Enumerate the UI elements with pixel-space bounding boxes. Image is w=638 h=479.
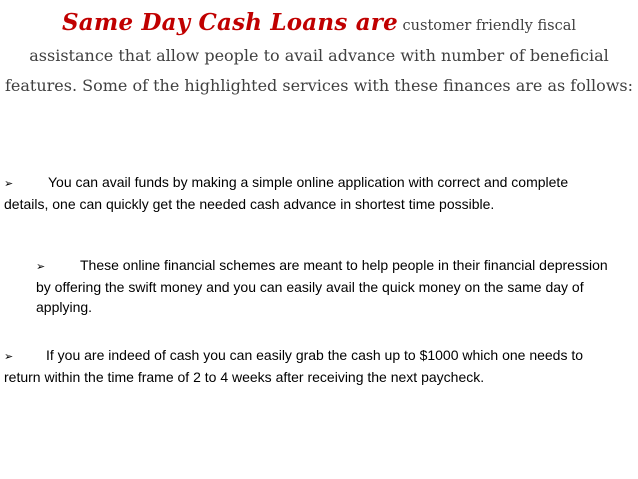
arrow-bullet-icon: ➢	[36, 260, 46, 273]
bullet-text-1: You can avail funds by making a simple online application with correct and complete details, one can quickly get the needed cash advance in shortest time possible.	[4, 174, 569, 212]
bullet-text-3: If you are indeed of cash you can easily grab the cash up to $1000 which one needs to return within the time frame of 2 to 4 weeks after receiving the next paycheck.	[4, 347, 584, 385]
bullet-text-2: These online financial schemes are meant to help people in their financial depression by offering the swift money and you can easily avail the quick money on the same day of applying.	[36, 257, 608, 315]
arrow-bullet-icon: ➢	[4, 177, 14, 190]
bullet-item-2	[36, 255, 611, 317]
intro-line-3: features. Some of the highlighted services with these finances are as follows:	[4, 76, 634, 95]
intro-paragraph	[0, 8, 638, 101]
bullet-item-3	[4, 345, 596, 387]
page-heading: Same Day Cash Loans are	[62, 9, 398, 36]
intro-line-1-tail: customer friendly fiscal	[397, 18, 576, 34]
intro-line-1	[0, 8, 638, 41]
intro-line-2: assistance that allow people to avail advance with number of beneficial	[29, 46, 609, 65]
bullet-item-1	[4, 172, 596, 214]
arrow-bullet-icon: ➢	[4, 350, 14, 363]
